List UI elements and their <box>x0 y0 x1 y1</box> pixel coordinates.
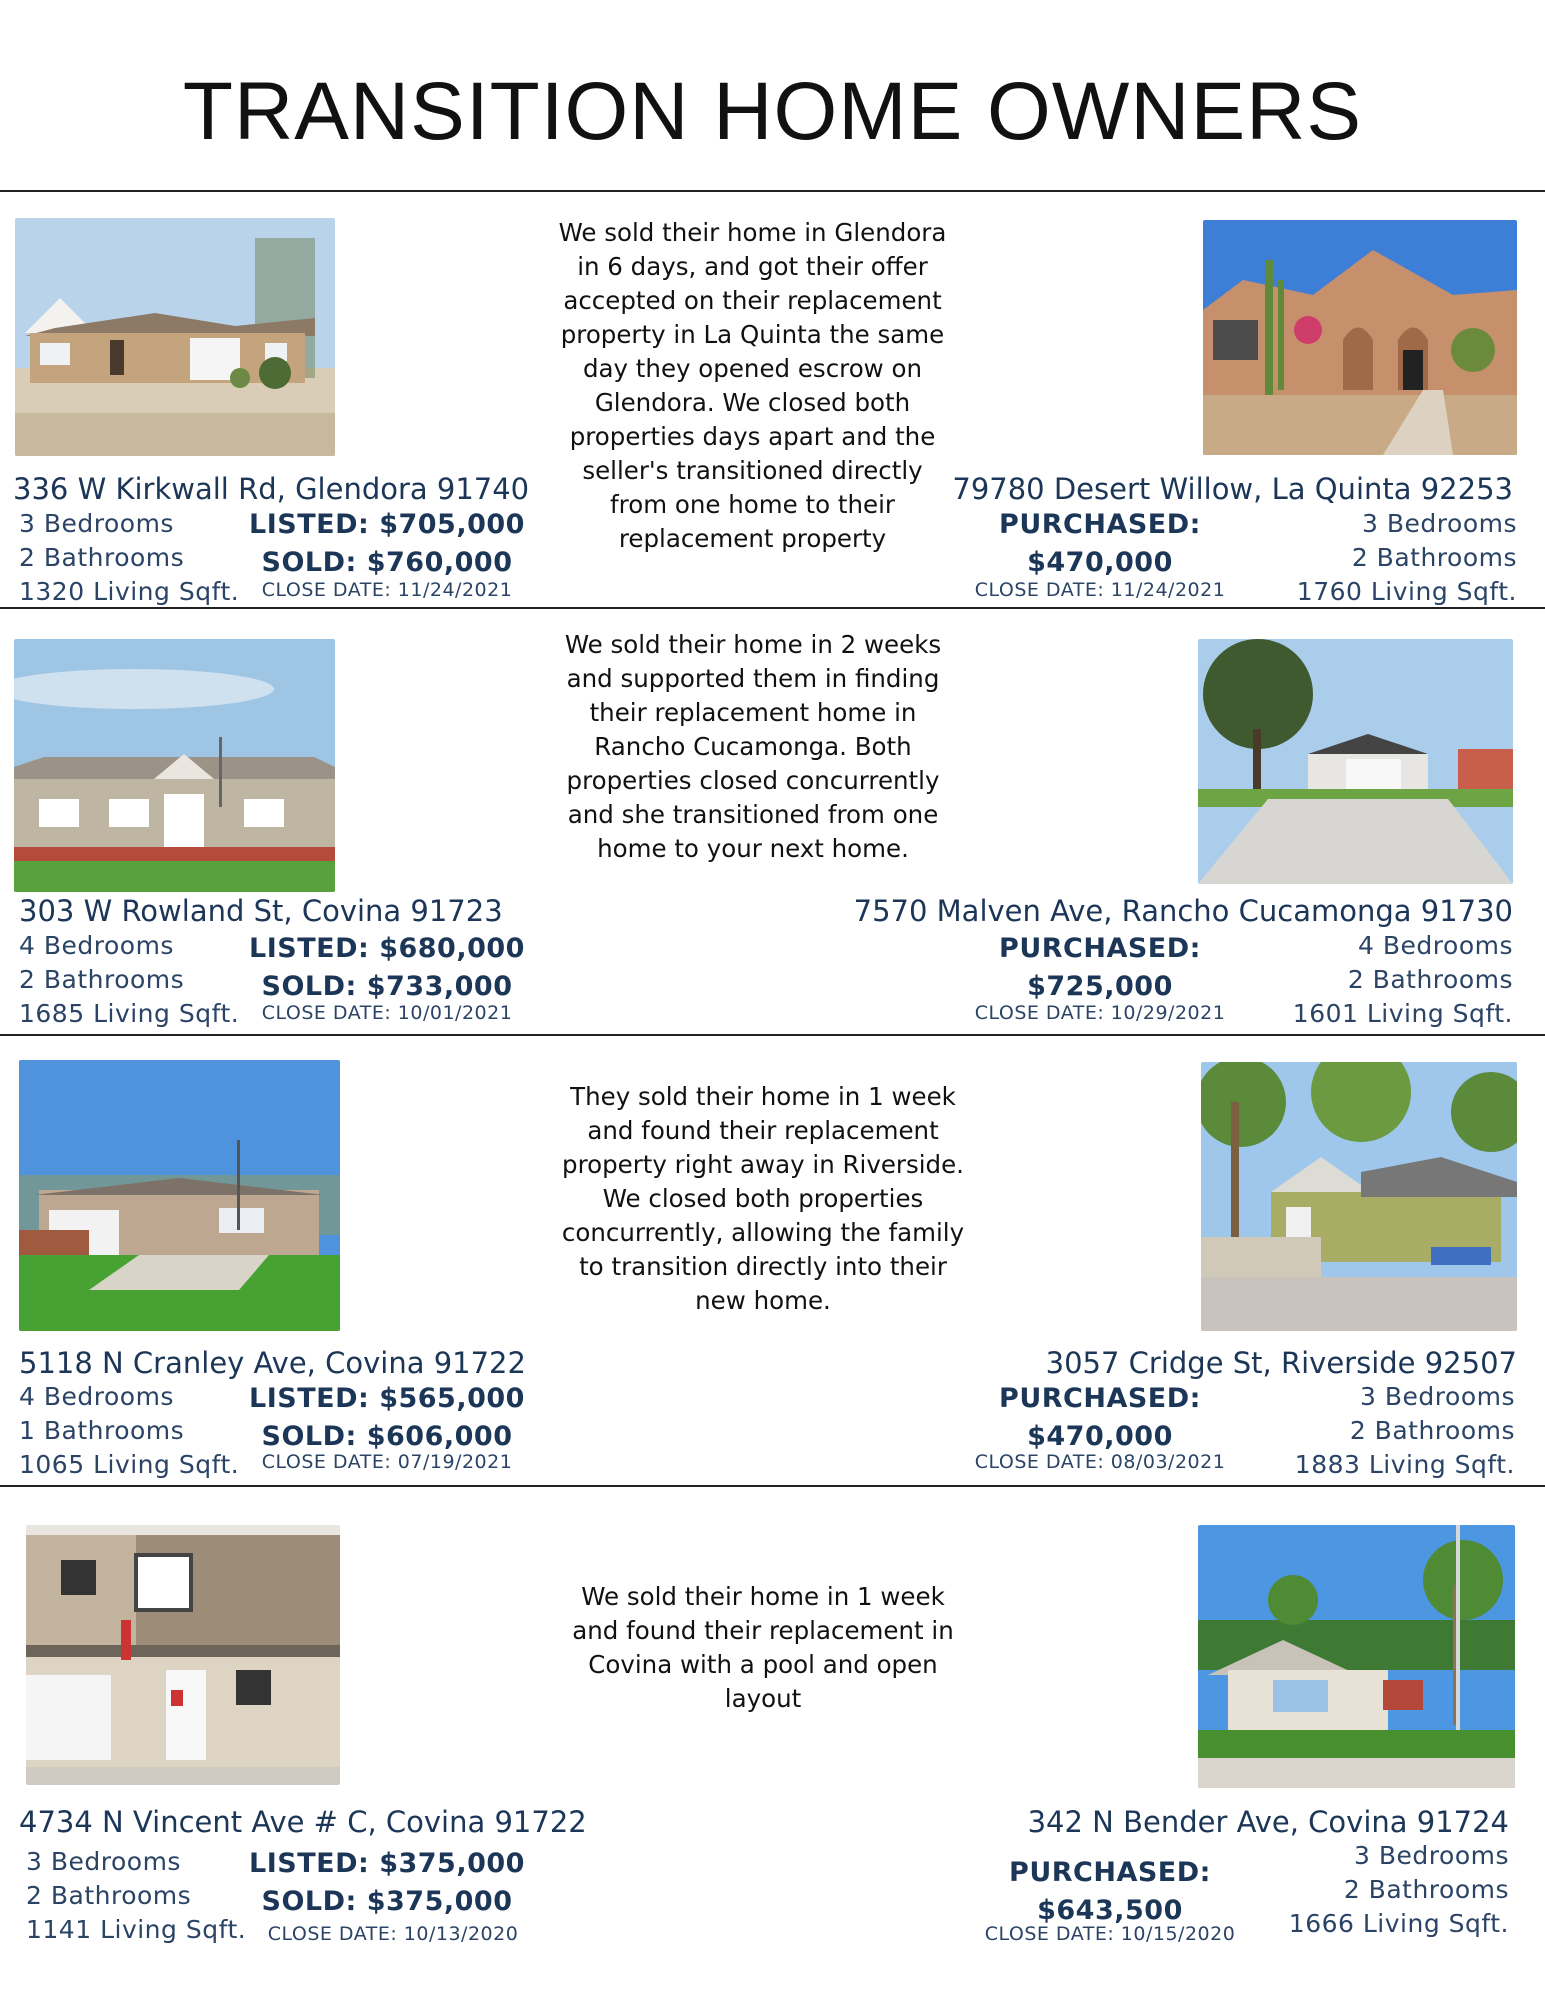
right-bathrooms: 2 Bathrooms <box>1347 965 1513 994</box>
ranch-house-photo <box>14 639 335 892</box>
story-description: We sold their home in Glendora in 6 days, and got their offer accepted on their replacement property in La Quinta the same day they opened escrow on Glendora. We closed both properties days apart and the seller's transitioned directly from one home to their replacement property <box>558 218 947 553</box>
listed-price: LISTED: $705,000 <box>249 509 525 540</box>
purchased-label: PURCHASED: <box>999 933 1201 964</box>
purchased-label: PURCHASED: <box>999 1383 1201 1414</box>
single-story-house-photo <box>15 218 335 456</box>
left-bathrooms: 2 Bathrooms <box>19 965 185 994</box>
close-date: CLOSE DATE: 07/19/2021 <box>261 1451 513 1473</box>
victorian-house-palms-photo <box>1201 1062 1517 1331</box>
story-description: We sold their home in 1 week and found their replacement in Covina with a pool and open layout <box>572 1582 954 1713</box>
close-date: CLOSE DATE: 10/01/2021 <box>261 1002 513 1024</box>
left-bathrooms: 2 Bathrooms <box>19 543 185 572</box>
close-date: CLOSE DATE: 10/29/2021 <box>974 1002 1226 1024</box>
divider <box>0 1034 1545 1036</box>
page-title: TRANSITION HOME OWNERS <box>182 66 1363 157</box>
left-sqft: 1685 Living Sqft. <box>19 999 240 1028</box>
left-bedrooms: 4 Bedrooms <box>19 931 174 960</box>
sold-price: SOLD: $606,000 <box>261 1421 513 1452</box>
close-date: CLOSE DATE: 11/24/2021 <box>974 579 1226 601</box>
story-description: We sold their home in 2 weeks and supported them in finding their replacement home in Rancho Cucamonga. Both properties closed concurrently and she transitioned from one home to your next home. <box>564 630 942 863</box>
left-bedrooms: 3 Bedrooms <box>19 509 174 538</box>
right-address: 342 N Bender Ave, Covina 91724 <box>1027 1805 1509 1839</box>
purchased-amount: $470,000 <box>1027 1421 1173 1452</box>
left-sqft: 1141 Living Sqft. <box>26 1915 247 1944</box>
left-bathrooms: 1 Bathrooms <box>19 1416 185 1445</box>
right-bedrooms: 4 Bedrooms <box>1358 931 1513 960</box>
purchased-amount: $725,000 <box>1027 971 1173 1002</box>
purchased-label: PURCHASED: <box>1009 1857 1211 1888</box>
right-bathrooms: 2 Bathrooms <box>1343 1875 1509 1904</box>
sold-price: SOLD: $733,000 <box>261 971 513 1002</box>
right-sqft: 1601 Living Sqft. <box>1292 999 1513 1028</box>
left-bedrooms: 4 Bedrooms <box>19 1382 174 1411</box>
close-date: CLOSE DATE: 08/03/2021 <box>974 1451 1226 1473</box>
left-sqft: 1320 Living Sqft. <box>19 577 240 606</box>
story-description: They sold their home in 1 week and found their replacement property right away in Riverside. We closed both properties concurrently, allowing the family to transition directly into their new home. <box>561 1082 965 1315</box>
purchased-amount: $470,000 <box>1027 547 1173 578</box>
listed-price: LISTED: $565,000 <box>249 1383 525 1414</box>
right-bathrooms: 2 Bathrooms <box>1349 1416 1515 1445</box>
left-bathrooms: 2 Bathrooms <box>26 1881 192 1910</box>
house-with-driveway-photo <box>1198 639 1513 884</box>
right-bedrooms: 3 Bedrooms <box>1362 509 1517 538</box>
listed-price: LISTED: $375,000 <box>249 1848 525 1879</box>
right-sqft: 1883 Living Sqft. <box>1294 1450 1515 1479</box>
left-address: 4734 N Vincent Ave # C, Covina 91722 <box>19 1805 587 1839</box>
sold-price: SOLD: $760,000 <box>261 547 513 578</box>
right-address: 3057 Cridge St, Riverside 92507 <box>1045 1346 1517 1380</box>
divider <box>0 1485 1545 1487</box>
desert-stucco-house-photo <box>1203 220 1517 455</box>
left-sqft: 1065 Living Sqft. <box>19 1450 240 1479</box>
right-address: 7570 Malven Ave, Rancho Cucamonga 91730 <box>853 894 1513 928</box>
right-bedrooms: 3 Bedrooms <box>1354 1841 1509 1870</box>
right-bathrooms: 2 Bathrooms <box>1351 543 1517 572</box>
house-with-palm-trees-photo <box>1198 1525 1515 1788</box>
close-date: CLOSE DATE: 10/15/2020 <box>984 1923 1236 1945</box>
left-bedrooms: 3 Bedrooms <box>26 1847 181 1876</box>
townhouse-photo <box>26 1525 340 1785</box>
left-address: 5118 N Cranley Ave, Covina 91722 <box>19 1346 526 1380</box>
close-date: CLOSE DATE: 11/24/2021 <box>261 579 513 601</box>
close-date: CLOSE DATE: 10/13/2020 <box>267 1923 519 1945</box>
divider <box>0 190 1545 192</box>
right-sqft: 1760 Living Sqft. <box>1296 577 1517 606</box>
left-address: 336 W Kirkwall Rd, Glendora 91740 <box>13 472 530 506</box>
purchased-label: PURCHASED: <box>999 509 1201 540</box>
purchased-amount: $643,500 <box>1037 1895 1183 1926</box>
right-bedrooms: 3 Bedrooms <box>1360 1382 1515 1411</box>
left-address: 303 W Rowland St, Covina 91723 <box>19 894 503 928</box>
sold-price: SOLD: $375,000 <box>261 1886 513 1917</box>
divider <box>0 607 1545 609</box>
listed-price: LISTED: $680,000 <box>249 933 525 964</box>
right-address: 79780 Desert Willow, La Quinta 92253 <box>952 472 1513 506</box>
house-with-lawn-photo <box>19 1060 340 1331</box>
right-sqft: 1666 Living Sqft. <box>1288 1909 1509 1938</box>
